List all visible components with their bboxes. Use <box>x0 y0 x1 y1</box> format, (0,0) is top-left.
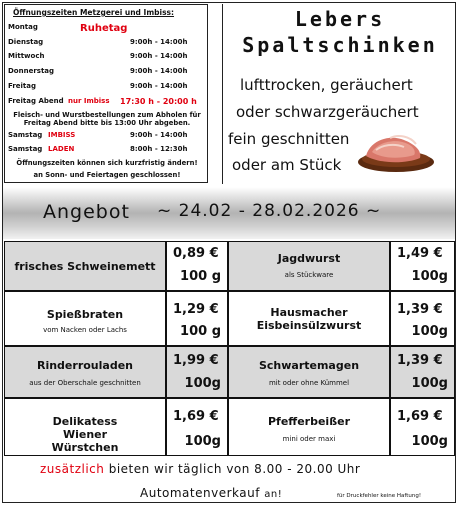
hours-day: Montag <box>8 23 38 31</box>
hours-row <box>8 82 204 93</box>
hours-day: Freitag <box>8 82 37 90</box>
product-name: Rinderrouladen <box>36 359 133 372</box>
product-name: Jagdwurst <box>277 252 341 265</box>
description-line-1: lufttrocken, geräuchert <box>240 76 413 94</box>
product-name: Hausmacher Eisbeinsülzwurst <box>256 306 362 332</box>
title-line-2: Spaltschinken <box>242 33 438 57</box>
product-price: 0,89 € <box>173 246 219 261</box>
hours-row-saturday-laden <box>8 145 204 156</box>
product-price: 1,29 € <box>173 302 219 317</box>
product-name: frisches Schweinemett <box>14 260 156 273</box>
description-line-2: oder schwarzgeräuchert <box>236 103 419 121</box>
hours-row-friday-evening <box>8 97 204 108</box>
hours-title: Öffnungszeiten Metzgerei und Imbiss: <box>13 8 175 17</box>
hours-row-saturday-imbiss <box>8 131 204 142</box>
product-price: 1,99 € <box>173 353 219 368</box>
hours-day: Donnerstag <box>8 67 55 75</box>
product-name-cell <box>4 346 166 398</box>
hours-day: Samstag <box>8 131 43 139</box>
footer-line-1 <box>40 462 360 476</box>
hours-day: Freitag Abend <box>8 97 64 105</box>
footer-vending: Automatenverkauf <box>140 486 260 500</box>
product-description: mit oder ohne Kümmel <box>268 379 350 387</box>
hours-day: Dienstag <box>8 38 44 46</box>
product-description: mini oder maxi <box>282 435 336 443</box>
product-name-cell <box>4 241 166 291</box>
product-quantity: 100g <box>411 376 448 391</box>
change-note: Öffnungszeiten können sich kurzfristig ändern! <box>16 159 198 167</box>
hours-time: 9:00h - 14:00h <box>130 131 188 139</box>
hours-time: 17:30 h - 20:00 h <box>120 97 197 106</box>
hours-time: 9:00h - 14:00h <box>130 67 188 75</box>
opening-hours-box <box>4 4 208 183</box>
hours-row <box>8 38 204 49</box>
ham-icon <box>356 128 438 174</box>
hours-day: Samstag <box>8 145 43 153</box>
hours-time: 8:00h - 12:30h <box>130 145 188 153</box>
product-name-cell <box>4 398 166 456</box>
product-quantity: 100g <box>411 269 448 284</box>
divider <box>222 4 223 184</box>
hours-time: 9:00h - 14:00h <box>130 38 188 46</box>
product-price-cell <box>390 241 455 291</box>
product-price-cell <box>166 398 228 456</box>
footer-text: bieten wir täglich von 8.00 - 20.00 Uhr <box>108 462 361 476</box>
product-price-cell <box>166 346 228 398</box>
product-price-cell <box>390 398 455 456</box>
imbiss-label: IMBISS <box>48 131 76 139</box>
pickup-note: Fleisch- und Wurstbestellungen zum Abholen für Freitag Abend bitte bis 13:00 Uhr abgeben. <box>13 111 201 127</box>
closed-note: an Sonn- und Feiertagen geschlossen! <box>33 171 181 179</box>
product-description: als Stückware <box>284 271 334 279</box>
title-line-1: Lebers <box>294 7 386 31</box>
offer-banner <box>3 187 455 239</box>
product-name: Spießbraten <box>46 308 124 321</box>
product-quantity: 100g <box>411 324 448 339</box>
product-name-cell <box>228 241 390 291</box>
product-price: 1,39 € <box>397 353 443 368</box>
product-price-cell <box>166 241 228 291</box>
product-quantity: 100g <box>184 434 221 449</box>
footer-highlight: zusätzlich <box>40 462 105 476</box>
product-price: 1,39 € <box>397 302 443 317</box>
product-price-cell <box>390 291 455 346</box>
hours-day: Mittwoch <box>8 52 45 60</box>
product-name-cell <box>228 346 390 398</box>
product-name: Delikatess Wiener Würstchen <box>51 415 119 454</box>
hours-time: 9:00h - 14:00h <box>130 82 188 90</box>
product-price: 1,69 € <box>397 409 443 424</box>
product-price-cell <box>390 346 455 398</box>
description-line-4: oder am Stück <box>232 156 342 174</box>
product-quantity: 100g <box>184 376 221 391</box>
offer-date-range: ~ 24.02 - 28.02.2026 ~ <box>157 201 382 221</box>
product-description: vom Nacken oder Lachs <box>43 326 127 334</box>
product-quantity: 100 g <box>180 269 221 284</box>
hours-time: 9:00h - 14:00h <box>130 52 188 60</box>
imbiss-only-label: nur Imbiss <box>68 97 110 105</box>
product-name-cell <box>4 291 166 346</box>
hours-row <box>8 67 204 78</box>
page-title <box>230 6 450 58</box>
product-name-cell <box>228 291 390 346</box>
footer-end: an! <box>264 489 283 500</box>
product-price-cell <box>166 291 228 346</box>
product-quantity: 100 g <box>180 324 221 339</box>
rest-day-label: Ruhetag <box>80 23 128 34</box>
hours-row <box>8 52 204 63</box>
description-line-3: fein geschnitten <box>228 130 350 148</box>
product-name: Pfefferbeißer <box>267 415 350 428</box>
product-quantity: 100g <box>411 434 448 449</box>
hours-row-monday <box>8 23 204 34</box>
product-name: Schwartemagen <box>258 359 360 372</box>
product-price: 1,69 € <box>173 409 219 424</box>
product-name-cell <box>228 398 390 456</box>
footer-line-2 <box>140 486 282 500</box>
offer-label: Angebot <box>43 201 130 223</box>
laden-label: LADEN <box>48 145 75 153</box>
disclaimer: für Druckfehler keine Haftung! <box>337 493 422 499</box>
product-description: aus der Oberschale geschnitten <box>29 379 141 387</box>
product-price: 1,49 € <box>397 246 443 261</box>
